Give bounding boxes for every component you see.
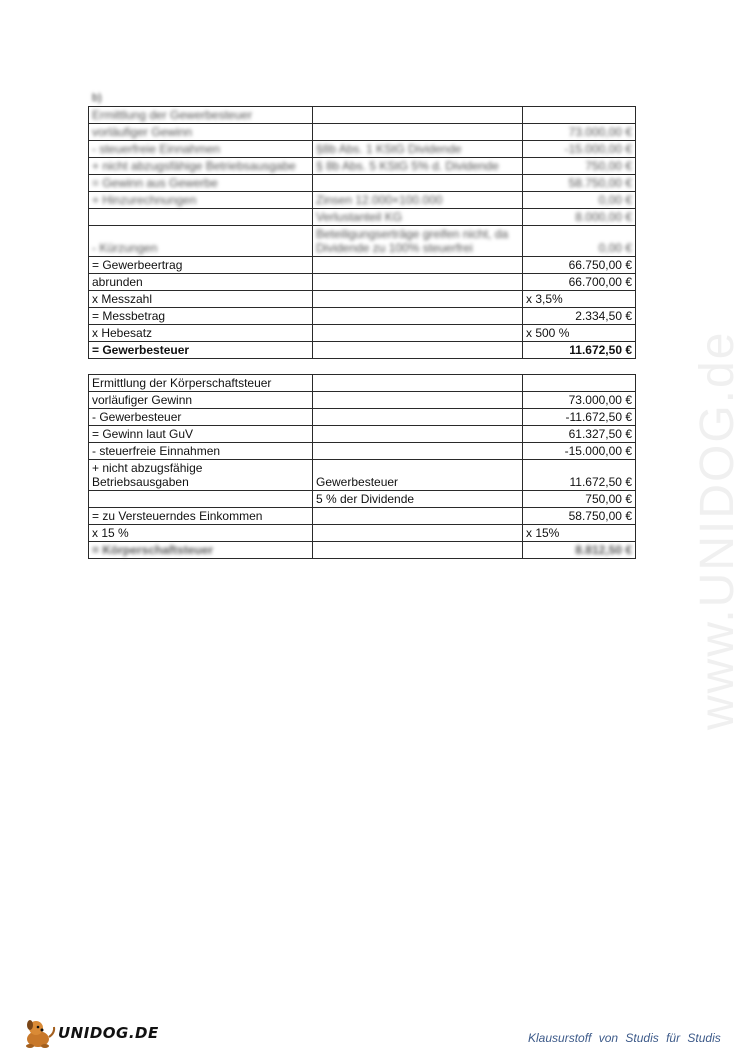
row-value: x 500 % xyxy=(523,325,636,342)
row-value: -11.672,50 € xyxy=(523,409,636,426)
row-label: abrunden xyxy=(89,274,313,291)
row-value: 11.672,50 € xyxy=(523,342,636,359)
row-label: = zu Versteuerndes Einkommen xyxy=(89,508,313,525)
dog-icon xyxy=(22,1015,58,1051)
table-row xyxy=(89,107,636,124)
row-label: - steuerfreie Einnahmen xyxy=(89,141,313,158)
row-value: 73.000,00 € xyxy=(523,392,636,409)
row-value: 73.000,00 € xyxy=(523,124,636,141)
table-row xyxy=(89,491,636,508)
table-row xyxy=(89,291,636,308)
table-row xyxy=(89,141,636,158)
row-value: 58.750,00 € xyxy=(523,508,636,525)
row-detail: Zinsen 12.000×100.000 xyxy=(313,192,523,209)
row-value xyxy=(523,107,636,124)
row-label: = Gewinn aus Gewerbe xyxy=(89,175,313,192)
row-value: 2.334,50 € xyxy=(523,308,636,325)
row-label: = Gewerbeertrag xyxy=(89,257,313,274)
gewerbesteuer-table xyxy=(88,106,636,359)
row-value: x 15% xyxy=(523,525,636,542)
row-label: vorläufiger Gewinn xyxy=(89,392,313,409)
row-detail xyxy=(313,291,523,308)
table-row xyxy=(89,375,636,392)
table-row xyxy=(89,542,636,559)
table-row xyxy=(89,460,636,491)
row-detail xyxy=(313,375,523,392)
table-row xyxy=(89,325,636,342)
row-label: + Hinzurechnungen xyxy=(89,192,313,209)
row-detail: § 8b Abs. 5 KStG 5% d. Dividende xyxy=(313,158,523,175)
row-detail xyxy=(313,308,523,325)
row-label: - Gewerbesteuer xyxy=(89,409,313,426)
row-value: 58.750,00 € xyxy=(523,175,636,192)
row-value: 750,00 € xyxy=(523,158,636,175)
row-label: x 15 % xyxy=(89,525,313,542)
table-row xyxy=(89,308,636,325)
row-value xyxy=(523,375,636,392)
table-row xyxy=(89,209,636,226)
row-label xyxy=(89,209,313,226)
row-value: 8.812,50 € xyxy=(523,542,636,559)
table-row xyxy=(89,443,636,460)
row-detail xyxy=(313,257,523,274)
row-label: vorläufiger Gewinn xyxy=(89,124,313,141)
table-row xyxy=(89,409,636,426)
row-value: 11.672,50 € xyxy=(523,460,636,491)
table-row xyxy=(89,192,636,209)
row-value: x 3,5% xyxy=(523,291,636,308)
row-label: x Messzahl xyxy=(89,291,313,308)
table-row xyxy=(89,426,636,443)
table-row xyxy=(89,158,636,175)
row-detail xyxy=(313,325,523,342)
table-row xyxy=(89,124,636,141)
row-detail: 5 % der Dividende xyxy=(313,491,523,508)
row-label: Ermittlung der Gewerbesteuer xyxy=(89,107,313,124)
row-label: Ermittlung der Körperschaftsteuer xyxy=(89,375,313,392)
row-detail: Gewerbesteuer xyxy=(313,460,523,491)
row-detail xyxy=(313,426,523,443)
table-row xyxy=(89,342,636,359)
row-detail xyxy=(313,342,523,359)
row-value: 66.700,00 € xyxy=(523,274,636,291)
row-label: = Gewinn laut GuV xyxy=(89,426,313,443)
table-row xyxy=(89,257,636,274)
row-value: 0,00 € xyxy=(523,192,636,209)
row-detail xyxy=(313,107,523,124)
row-detail: Verlustanteil KG xyxy=(313,209,523,226)
row-detail xyxy=(313,175,523,192)
row-label: = Körperschaftsteuer xyxy=(89,542,313,559)
row-value: 8.000,00 € xyxy=(523,209,636,226)
row-value: 750,00 € xyxy=(523,491,636,508)
row-detail xyxy=(313,392,523,409)
table-row xyxy=(89,175,636,192)
row-detail: §8b Abs. 1 KStG Dividende xyxy=(313,141,523,158)
row-detail xyxy=(313,542,523,559)
row-detail xyxy=(313,525,523,542)
row-detail xyxy=(313,274,523,291)
row-detail: Beteiligungserträge greifen nicht, da Dividende zu 100% steuerfrei xyxy=(313,226,523,257)
row-detail xyxy=(313,409,523,426)
page-label: b) xyxy=(92,92,102,104)
row-value: 66.750,00 € xyxy=(523,257,636,274)
row-label: - Kürzungen xyxy=(89,226,313,257)
koerperschaftsteuer-table xyxy=(88,374,636,559)
table-row xyxy=(89,508,636,525)
row-value: -15.000,00 € xyxy=(523,443,636,460)
row-label: = Messbetrag xyxy=(89,308,313,325)
row-value: 61.327,50 € xyxy=(523,426,636,443)
watermark: www.UNIDOG.de xyxy=(691,330,744,730)
row-value: 0,00 € xyxy=(523,226,636,257)
unidog-logo xyxy=(22,1015,157,1051)
table-row xyxy=(89,525,636,542)
table-row xyxy=(89,274,636,291)
row-detail xyxy=(313,443,523,460)
row-label: = Gewerbesteuer xyxy=(89,342,313,359)
row-label: + nicht abzugsfähige Betriebsausgabe xyxy=(89,158,313,175)
table-row xyxy=(89,392,636,409)
row-label: - steuerfreie Einnahmen xyxy=(89,443,313,460)
row-value: -15.000,00 € xyxy=(523,141,636,158)
table-row xyxy=(89,226,636,257)
footer-slogan: Klausurstoff von Studis für Studis xyxy=(528,1031,721,1045)
row-detail xyxy=(313,124,523,141)
row-label: + nicht abzugsfähige Betriebsausgaben xyxy=(89,460,313,491)
row-label xyxy=(89,491,313,508)
row-detail xyxy=(313,508,523,525)
row-label: x Hebesatz xyxy=(89,325,313,342)
logo-text: UNIDOG.DE xyxy=(58,1024,159,1042)
